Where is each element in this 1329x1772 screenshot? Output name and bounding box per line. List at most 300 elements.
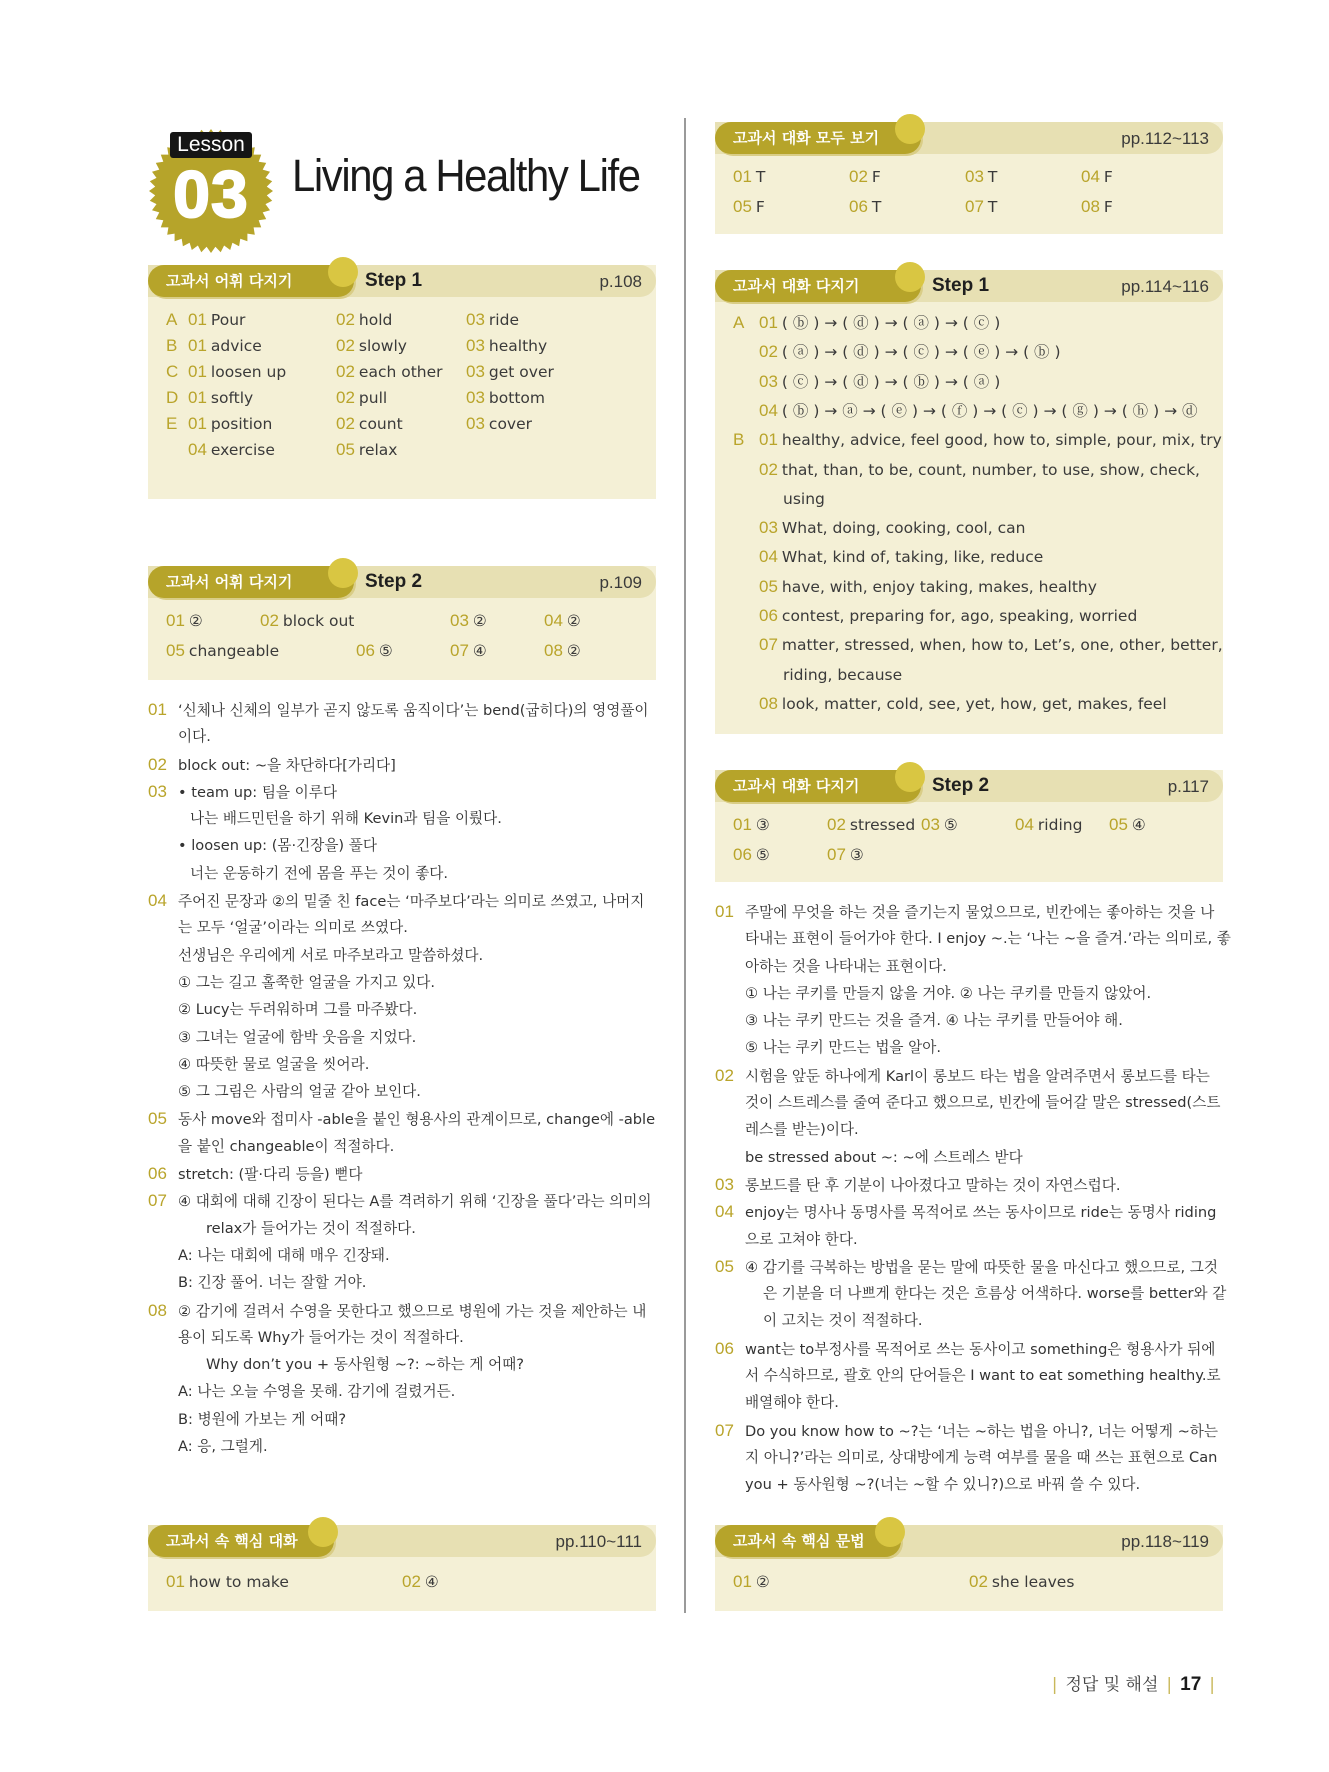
core-grammar-section — [715, 1525, 1223, 1611]
answer-item — [402, 1569, 439, 1595]
answer-item — [759, 632, 1223, 658]
explanation-text: 서 수식하므로, 괄호 안의 단어들은 I want to eat something healthy.로 — [745, 1367, 1221, 1385]
explanation-line — [148, 914, 668, 941]
answer-letter: D — [166, 388, 179, 407]
explanation-line — [148, 1406, 668, 1433]
answer-value: have, with, enjoy taking, makes, healthy — [781, 577, 1097, 596]
answer-value: count — [358, 415, 403, 433]
explanation-line — [715, 898, 1235, 925]
explanation-line — [148, 969, 668, 996]
pill-dot-icon — [308, 1517, 338, 1547]
answer-value: ⑤ — [755, 846, 770, 864]
answer-item — [1109, 812, 1146, 838]
answer-number: 02 — [336, 362, 355, 381]
answer-item — [921, 812, 958, 838]
answer-item — [783, 662, 902, 688]
explanation-text: enjoy는 명사나 동명사를 목적어로 쓰는 동사이므로 ride는 동명사 riding — [745, 1204, 1217, 1222]
answer-number: 01 — [733, 167, 752, 186]
answer-value: healthy — [488, 337, 548, 355]
answer-value: hold — [358, 311, 393, 329]
explanation-line — [148, 723, 668, 750]
explanation-line — [715, 925, 1235, 952]
answer-item — [733, 164, 765, 190]
answer-value: matter, stressed, when, how to, Let’s, one, other, better, — [781, 636, 1223, 655]
explanation-line — [715, 980, 1235, 1007]
answer-item — [965, 164, 997, 190]
answer-value: changeable — [188, 642, 280, 660]
explanation-line — [148, 805, 668, 832]
answer-number: 07 — [827, 845, 846, 864]
answer-item — [188, 437, 275, 463]
explanation-text: • loosen up: (몸·긴장을) 풀다 — [178, 837, 377, 855]
lesson-badge — [148, 128, 274, 254]
answer-value: that, than, to be, count, number, to use, show, check, — [781, 460, 1200, 479]
answer-value: advice — [210, 337, 262, 355]
answer-value: cover — [488, 415, 533, 433]
explanation-line — [148, 1269, 668, 1296]
answer-value: F — [871, 168, 881, 186]
answer-value: ③ — [849, 846, 864, 864]
explanation-text: 용이 되도록 Why가 들어가는 것이 적절하다. — [178, 1328, 464, 1346]
explanation-text: ⑤ 나는 쿠키 만드는 법을 알아. — [745, 1039, 941, 1057]
explanation-line — [148, 1242, 668, 1269]
answer-item — [733, 1569, 770, 1595]
answer-number: 02 — [336, 414, 355, 433]
answer-value: ( ⓒ ) → ( ⓓ ) → ( ⓑ ) → ( ⓐ ) — [781, 372, 1001, 391]
explanation-number: 05 — [715, 1256, 734, 1276]
explanation-text: 너는 운동하기 전에 몸을 푸는 것이 좋다. — [190, 864, 449, 882]
explanation-text: ② Lucy는 두려워하며 그를 마주봤다. — [178, 1001, 418, 1019]
column-divider — [684, 118, 686, 1613]
section-page-ref: p.108 — [599, 272, 642, 291]
explanation-line — [715, 1116, 1235, 1143]
answer-letter: E — [166, 414, 178, 433]
answer-item — [759, 310, 1000, 336]
explanation-line — [148, 1078, 668, 1105]
answer-item — [733, 842, 770, 868]
answer-number: 04 — [544, 611, 563, 630]
explanation-line — [715, 953, 1235, 980]
answer-number: 06 — [849, 197, 868, 216]
answer-item — [188, 333, 262, 359]
answer-number: 02 — [336, 388, 355, 407]
answer-value: T — [755, 168, 766, 186]
section-header-bar — [715, 770, 1223, 802]
answer-value: What, doing, cooking, cool, can — [781, 519, 1026, 538]
answer-value: ( ⓑ ) → ( ⓓ ) → ( ⓐ ) → ( ⓒ ) — [781, 314, 1001, 332]
answer-value: ② — [566, 612, 581, 630]
answer-number: 02 — [336, 310, 355, 329]
section-header-pill — [715, 1525, 901, 1557]
explanation-line — [715, 1034, 1235, 1061]
answer-item — [849, 164, 881, 190]
answer-number: 03 — [466, 362, 485, 381]
answer-number: 03 — [921, 815, 940, 834]
answer-number: 02 — [336, 336, 355, 355]
explanation-number: 06 — [715, 1338, 734, 1358]
pill-dot-icon — [895, 762, 925, 792]
explanation-text: A: 응, 그럴게. — [178, 1438, 268, 1456]
explanation-text: 는 모두 ‘얼굴’이라는 의미로 쓰였다. — [178, 919, 408, 937]
section-step: Step 1 — [932, 275, 990, 296]
answer-item — [166, 608, 203, 634]
section-header-label: 고과서 대화 모두 보기 — [733, 129, 880, 147]
answer-number: 04 — [1015, 815, 1034, 834]
section-header-pill — [148, 1525, 334, 1557]
answer-value: pull — [358, 389, 388, 407]
answer-number: 01 — [759, 313, 778, 332]
answer-item — [450, 608, 487, 634]
answer-value: loosen up — [210, 363, 287, 381]
explanation-number: 02 — [148, 754, 167, 774]
answer-value: block out — [282, 612, 355, 630]
explanation-line — [715, 1144, 1235, 1171]
answer-value: ④ — [424, 1573, 439, 1591]
answer-value: F — [755, 198, 765, 216]
answer-number: 03 — [466, 414, 485, 433]
answer-item — [1081, 164, 1113, 190]
answer-number: 05 — [1109, 815, 1128, 834]
answer-value: T — [871, 198, 882, 216]
answer-value: F — [1103, 198, 1113, 216]
explanation-number: 02 — [715, 1065, 734, 1085]
answer-value: ⑤ — [378, 642, 393, 660]
answer-item — [166, 1569, 289, 1595]
answer-number: 05 — [733, 197, 752, 216]
explanation-text: • team up: 팀을 이루다 — [178, 783, 337, 801]
answer-number: 05 — [336, 440, 355, 459]
answer-number: 08 — [1081, 197, 1100, 216]
answer-item — [188, 359, 286, 385]
explanation-text: 선생님은 우리에게 서로 마주보라고 말씀하셨다. — [178, 946, 484, 964]
answer-item — [336, 307, 392, 333]
answer-value: each other — [358, 363, 443, 381]
explanation-text: 것이 스트레스를 줄여 준다고 했으므로, 빈칸에 들어갈 말은 stressed(스트 — [745, 1094, 1221, 1112]
answer-number: 03 — [759, 518, 778, 538]
explanation-line — [715, 1280, 1235, 1307]
answer-number: 01 — [733, 1572, 752, 1591]
answer-item — [188, 411, 272, 437]
answer-number: 03 — [450, 611, 469, 630]
explanation-number: 01 — [148, 700, 167, 719]
explanation-text: Why don’t you + 동사원형 ~?: ~하는 게 어때? — [206, 1356, 525, 1374]
answer-value: she leaves — [991, 1573, 1075, 1591]
answer-item — [188, 385, 253, 411]
explanation-line — [148, 860, 668, 887]
explanation-line — [715, 1389, 1235, 1416]
explanation-line — [148, 1105, 668, 1132]
answer-item — [759, 427, 1222, 453]
section-page-ref: pp.118~119 — [1121, 1532, 1209, 1551]
answer-item — [783, 486, 825, 512]
section-page-ref: pp.114~116 — [1121, 277, 1209, 296]
answer-value: how to make — [188, 1573, 289, 1591]
answer-number: 01 — [759, 430, 778, 450]
answer-number: 01 — [188, 336, 207, 355]
lesson-number: 03 — [173, 157, 249, 231]
explanation-line — [148, 1215, 668, 1242]
explanation-number: 03 — [148, 781, 167, 801]
vocab-step2-explanations — [148, 696, 668, 1460]
section-header-label: 고과서 어휘 다지기 — [166, 573, 293, 591]
answer-number: 05 — [166, 641, 185, 660]
pill-dot-icon — [895, 262, 925, 292]
answer-value: ② — [472, 612, 487, 630]
answer-number: 04 — [759, 547, 778, 567]
answer-value: T — [987, 168, 998, 186]
explanation-number: 06 — [148, 1164, 167, 1184]
footer-separator: | — [1051, 1675, 1058, 1695]
answer-value: What, kind of, taking, like, reduce — [781, 548, 1044, 567]
explanation-text: A: 나는 오늘 수영을 못해. 감기에 걸렸거든. — [178, 1383, 456, 1401]
answer-value: bottom — [488, 389, 545, 407]
explanation-number: 04 — [148, 891, 167, 911]
answer-value: ② — [188, 612, 203, 630]
section-page-ref: pp.110~111 — [555, 1532, 642, 1551]
section-header-bar — [148, 265, 656, 297]
explanation-number: 01 — [715, 902, 734, 921]
explanation-text: ① 그는 길고 홀쭉한 얼굴을 가지고 있다. — [178, 973, 436, 991]
explanation-text: 이 고치는 것이 적절하다. — [763, 1312, 923, 1330]
explanation-text: ② 감기에 걸려서 수영을 못한다고 했으므로 병원에 가는 것을 제안하는 내 — [178, 1302, 647, 1320]
answer-value: ② — [755, 1573, 770, 1591]
answer-number: 01 — [166, 1572, 185, 1591]
explanation-line — [148, 1133, 668, 1160]
explanation-text: ‘신체나 신체의 일부가 곧지 않도록 움직이다’는 bend(굽히다)의 영영풀이 — [178, 702, 649, 719]
explanation-line — [715, 1417, 1235, 1444]
answer-value: ④ — [472, 642, 487, 660]
answer-value: slowly — [358, 337, 407, 355]
answer-number: 04 — [188, 440, 207, 459]
dialog-step1-section — [715, 270, 1223, 734]
explanation-text: B: 긴장 풀어. 너는 잘할 거야. — [178, 1274, 367, 1292]
explanation-text: 타내는 표현이 들어가야 한다. I enjoy ~.는 ‘나는 ~을 즐겨.’라는 의미로, 좋 — [745, 930, 1231, 948]
answer-value: F — [1103, 168, 1113, 186]
explanation-number: 07 — [715, 1420, 734, 1440]
explanation-line — [715, 1471, 1235, 1498]
dialog-step2-section — [715, 770, 1223, 882]
answer-item — [466, 359, 554, 385]
explanation-text: ⑤ 그 그림은 사람의 얼굴 같아 보인다. — [178, 1083, 421, 1101]
answer-number: 08 — [544, 641, 563, 660]
footer-separator: | — [1166, 1675, 1173, 1695]
answer-value: healthy, advice, feel good, how to, simple, pour, mix, try — [781, 431, 1222, 450]
explanation-line — [148, 996, 668, 1023]
explanation-text: 롱보드를 탄 후 기분이 나아졌다고 말하는 것이 자연스럽다. — [745, 1176, 1121, 1194]
explanation-line — [715, 1089, 1235, 1116]
answer-value: riding — [1037, 816, 1083, 834]
section-header-bar — [148, 566, 656, 598]
explanation-line — [715, 1226, 1235, 1253]
explanation-line — [715, 1062, 1235, 1089]
explanation-line — [715, 1253, 1235, 1280]
explanation-text: ④ 대회에 대해 긴장이 된다는 A를 격려하기 위해 ‘긴장을 풀다’라는 의미의 — [178, 1193, 652, 1211]
explanation-line — [148, 696, 668, 723]
explanation-text: 은 기분을 더 나쁘게 한다는 것은 흐름상 어색하다. worse를 better와 같 — [763, 1285, 1227, 1303]
answer-number: 01 — [188, 310, 207, 329]
explanation-text: 아하는 것을 나타내는 표현이다. — [745, 957, 947, 975]
explanation-line — [148, 1024, 668, 1051]
answer-item — [466, 333, 547, 359]
answer-number: 07 — [450, 641, 469, 660]
answer-item — [1015, 812, 1082, 838]
explanation-line — [148, 887, 668, 914]
answer-value: ④ — [1131, 816, 1146, 834]
answer-value: Pour — [210, 311, 246, 329]
answer-item — [827, 842, 864, 868]
answer-value: stressed — [849, 816, 916, 834]
pill-dot-icon — [875, 1517, 905, 1547]
explanation-text: 지 아니?’라는 의미로, 상대방에게 능력 여부를 물을 때 쓰는 표현으로 Can — [745, 1448, 1218, 1466]
explanation-line — [148, 1378, 668, 1405]
explanation-text: Do you know how to ~?는 ‘너는 ~하는 법을 아니?, 너는 어떻게 ~하는 — [745, 1422, 1218, 1440]
lesson-title: Living a Healthy Life — [292, 150, 640, 201]
explanation-text: 으로 고쳐야 한다. — [745, 1230, 858, 1248]
answer-letter: B — [166, 336, 178, 355]
section-page-ref: pp.112~113 — [1121, 129, 1209, 148]
answer-item — [336, 333, 407, 359]
explanation-text: 주말에 무엇을 하는 것을 즐기는지 물었으므로, 빈칸에는 좋아하는 것을 나 — [745, 904, 1215, 921]
section-page-ref: p.109 — [599, 573, 642, 592]
answer-value: position — [210, 415, 273, 433]
section-header-bar — [715, 270, 1223, 302]
explanation-line — [715, 1307, 1235, 1334]
section-step: Step 2 — [932, 775, 990, 796]
footer-label: 정답 및 해설 — [1065, 1675, 1159, 1695]
answer-value: contest, preparing for, ago, speaking, worried — [781, 607, 1138, 625]
explanation-number: 05 — [148, 1109, 167, 1129]
answer-item — [1081, 194, 1113, 220]
answer-number: 02 — [759, 459, 778, 479]
explanation-line — [148, 1324, 668, 1351]
answer-item — [466, 411, 532, 437]
answer-number: 04 — [759, 400, 778, 420]
explanation-text: stretch: (팔·다리 등을) 뻗다 — [178, 1166, 363, 1184]
explanation-text: 시험을 앞둔 하나에게 Karl이 롱보드 타는 법을 알려주면서 롱보드를 타는 — [745, 1067, 1210, 1085]
answer-value: exercise — [210, 441, 275, 459]
section-header-pill — [715, 122, 921, 154]
answer-value: ② — [566, 642, 581, 660]
answer-number: 02 — [849, 167, 868, 186]
answer-item — [733, 194, 765, 220]
dialog-step2-explanations — [715, 898, 1235, 1499]
explanation-number: 04 — [715, 1202, 734, 1222]
explanation-text: ① 나는 쿠키를 만들지 않을 거야. ② 나는 쿠키를 만들지 않았어. — [745, 984, 1152, 1002]
answer-number: 01 — [188, 362, 207, 381]
answer-number: 01 — [733, 815, 752, 834]
answer-letter: A — [166, 310, 178, 329]
answer-number: 03 — [466, 388, 485, 407]
dialog-all-section — [715, 122, 1223, 234]
answer-item — [759, 398, 1198, 424]
answer-number: 03 — [466, 336, 485, 355]
answer-item — [965, 194, 997, 220]
pill-dot-icon — [328, 558, 358, 588]
explanation-text: ③ 나는 쿠키 만드는 것을 즐겨. ④ 나는 쿠키를 만들어야 해. — [745, 1012, 1123, 1030]
answer-value: ③ — [755, 816, 770, 834]
explanation-number: 03 — [715, 1174, 734, 1194]
answer-letter: A — [733, 313, 745, 332]
answer-value: using — [783, 489, 825, 508]
explanation-line — [148, 1433, 668, 1460]
explanation-text: block out: ~을 차단하다[가리다] — [178, 756, 396, 774]
explanation-line — [148, 832, 668, 859]
explanation-line — [715, 1171, 1235, 1198]
answer-item — [969, 1569, 1074, 1595]
explanation-text: 레스를 받는)이다. — [745, 1121, 859, 1139]
section-page-ref: p.117 — [1167, 777, 1209, 796]
vocab-step1-section — [148, 265, 656, 499]
answer-item — [336, 359, 443, 385]
section-header-bar — [148, 1525, 656, 1557]
explanation-line — [715, 1444, 1235, 1471]
core-dialog-section — [148, 1525, 656, 1611]
section-header-pill — [148, 265, 354, 297]
explanation-text: 나는 배드민턴을 하기 위해 Kevin과 팀을 이뤘다. — [190, 810, 502, 828]
answer-item — [336, 385, 387, 411]
answer-item — [188, 307, 245, 333]
answer-value: get over — [488, 363, 554, 381]
answer-item — [759, 457, 1200, 483]
answer-item — [759, 339, 1061, 365]
explanation-text: ④ 따뜻한 물로 얼굴을 씻어라. — [178, 1055, 370, 1073]
explanation-text: ④ 감기를 극복하는 방법을 묻는 말에 따뜻한 물을 마신다고 했으므로, 그것 — [745, 1258, 1218, 1276]
answer-number: 04 — [1081, 167, 1100, 186]
explanation-text: ③ 그녀는 얼굴에 함박 웃음을 지었다. — [178, 1028, 417, 1046]
answer-number: 07 — [759, 635, 778, 655]
answer-item — [260, 608, 354, 634]
answer-value: ⑤ — [943, 816, 958, 834]
explanation-number: 07 — [148, 1191, 167, 1211]
answer-item — [336, 411, 403, 437]
answer-number: 02 — [402, 1572, 421, 1591]
section-header-pill — [715, 270, 921, 302]
explanation-text: want는 to부정사를 목적어로 쓰는 동사이고 something은 형용사가 뒤에 — [745, 1340, 1216, 1358]
page-number: 17 — [1180, 1674, 1202, 1695]
answer-item — [849, 194, 881, 220]
answer-number: 02 — [759, 342, 778, 362]
section-header-pill — [715, 770, 921, 802]
answer-number: 03 — [759, 371, 778, 391]
answer-number: 01 — [188, 388, 207, 407]
section-header-pill — [148, 566, 354, 598]
explanation-text: relax가 들어가는 것이 적절하다. — [206, 1219, 416, 1237]
answer-item — [450, 638, 487, 664]
footer-separator: | — [1209, 1675, 1215, 1695]
explanation-text: 주어진 문장과 ②의 밑줄 친 face는 ‘마주보다’라는 의미로 쓰였고, 나머지 — [178, 893, 645, 911]
answer-number: 02 — [260, 611, 279, 630]
answer-number: 01 — [188, 414, 207, 433]
answer-item — [827, 812, 915, 838]
explanation-line — [715, 1198, 1235, 1225]
answer-item — [759, 574, 1097, 600]
explanation-line — [148, 751, 668, 778]
answer-value: look, matter, cold, see, yet, how, get, makes, feel — [781, 694, 1167, 713]
section-header-label: 고과서 어휘 다지기 — [166, 272, 293, 290]
answer-number: 03 — [965, 167, 984, 186]
explanation-text: 배열해야 한다. — [745, 1394, 839, 1412]
section-header-bar — [715, 1525, 1223, 1557]
answer-item — [356, 638, 393, 664]
explanation-line — [148, 778, 668, 805]
section-header-label: 고과서 속 핵심 문법 — [733, 1532, 865, 1550]
explanation-text: A: 나는 대회에 대해 매우 긴장돼. — [178, 1246, 390, 1264]
explanation-line — [148, 942, 668, 969]
answer-number: 06 — [356, 641, 375, 660]
answer-item — [166, 638, 279, 664]
answer-number: 06 — [733, 845, 752, 864]
answer-value: relax — [358, 441, 398, 459]
